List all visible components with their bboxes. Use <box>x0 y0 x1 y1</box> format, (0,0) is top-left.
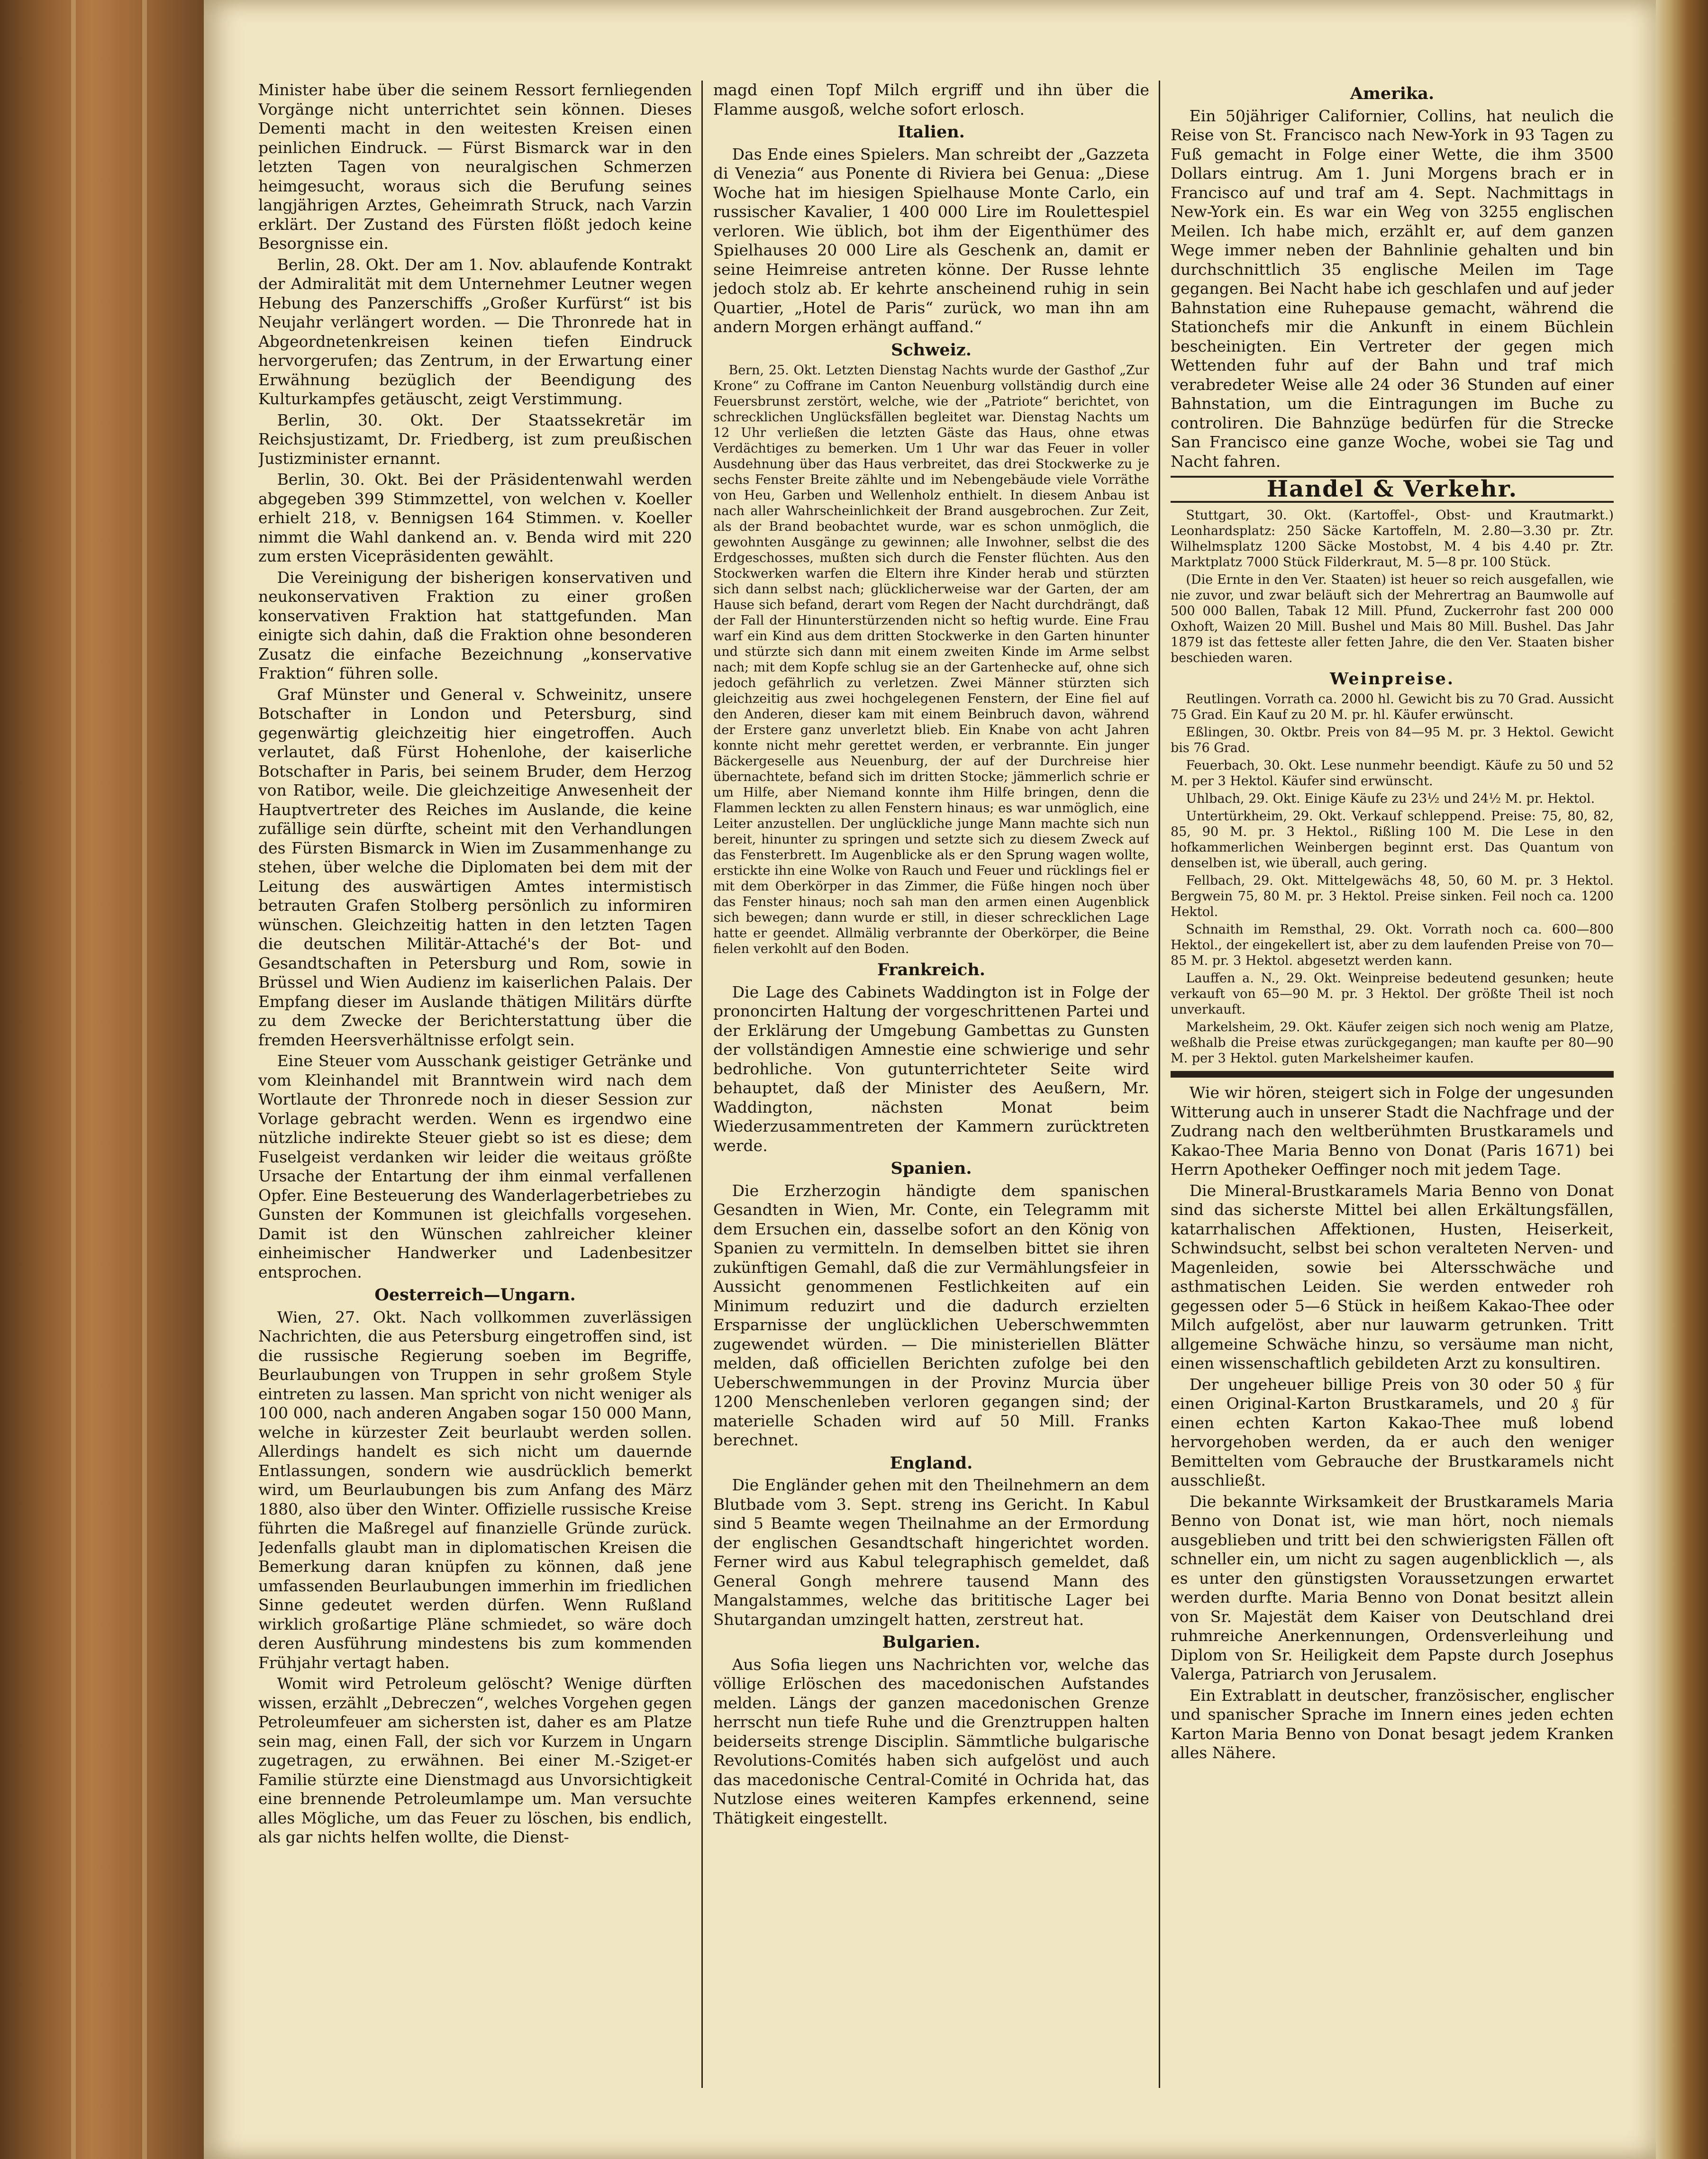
separator-rule <box>1171 1071 1614 1078</box>
article-text: Graf Münster und General v. Schweinitz, unsere Botschafter in London und Petersburg, sind gegenwärtig gleichzeitig hier eingetroffen. Auch verlautet, daß Fürst Hohenlohe, der kaiserliche Botschafter in Paris, bei seinem Bruder, dem Herzog von Ratibor, weile. Die gleichzeitige Anwesenheit der Hauptvertreter des Reiches im Auslande, die keine zufällige sein dürfte, scheint mit den Verhandlungen des Fürsten Bismarck in Wien im Zusammenhange zu stehen, über welche die Diplomaten bei dem mit der Leitung des auswärtigen Amtes intermistisch betrauten Grafen Stolberg persönlich zu informiren wünschen. Gleichzeitig hatten in den letzten Tagen die deutschen Militär-Attaché's der Bot- und Gesandtschaften in Petersburg und Rom, sowie in Brüssel und Wien Audienz im kaiserlichen Palais. Der Empfang dieser im Auslande thätigen Militärs dürfte zu dem Zwecke der Berichterstattung über die fremden Heersverhältnisse erfolgt sein. <box>258 685 692 1049</box>
article-text: Wie wir hören, steigert sich in Folge der ungesunden Witterung auch in unserer Stadt die Nachfrage und der Zudrang nach den weltberühmten Brustkaramels und Kakao-Thee Maria Benno von Donat (Paris 1671) bei Herrn Apotheker Oeffinger noch mit jedem Tage. <box>1171 1083 1614 1179</box>
binding-stripe <box>71 0 76 2159</box>
section-heading: Amerika. <box>1350 84 1435 103</box>
wine-price: Fellbach, 29. Okt. Mittelgewächs 48, 50, 60 M. pr. 3 Hektol. Bergwein 75, 80 M. pr. 3 Hektol. Preise sinken. Feil noch ca. 1200 Hektol. <box>1171 873 1614 919</box>
article-text: Aus Sofia liegen uns Nachrichten vor, welche das völlige Erlöschen des macedonischen Aufstandes melden. Längs der ganzen macedonischen Grenze herrscht nun tiefe Ruhe und die Grenztruppen halten beiderseits strenge Disciplin. Sämmtliche bulgarische Revolutions-Comités haben sich aufgelöst und auch das macedonische Central-Comité in Ochrida hat, das Nutzlose eines weiteren Kampfes erkennend, seine Thätigkeit eingestellt. <box>713 1655 1149 1827</box>
section-heading: Weinpreise. <box>1329 669 1455 689</box>
article-text: Berlin, 30. Okt. Der Staatssekretär im Reichsjustizamt, Dr. Friedberg, ist zum preußischen Justizminister ernannt. <box>258 410 692 468</box>
section-heading: Italien. <box>898 122 965 142</box>
article-text: Eine Steuer vom Ausschank geistiger Getränke und vom Kleinhandel mit Branntwein wird nach dem Wortlaute der Thronrede noch in dieser Session zur Vorlage gebracht werden. Wenn es irgendwo eine nützliche indirekte Steuer giebt so ist es diese; dem Fuselgeist verdanken wir leider die weitaus größte Ursache der Entartung der ihm einmal verfallenen Opfer. Eine Besteuerung des Wanderlagerbetriebes zu Gunsten der Kommunen ist gleichfalls vorgesehen. Damit ist den Wünschen zahlreicher kleiner einheimischer Handwerker und Ladenbesitzer entsprochen. <box>258 1052 692 1281</box>
wine-price: Markelsheim, 29. Okt. Käufer zeigen sich noch wenig am Platze, weßhalb die Preise etwas zurückgegangen; man kaufte per 80—90 M. per 3 Hektol. guten Markelsheimer kaufen. <box>1171 1020 1614 1066</box>
section-heading: Bulgarien. <box>882 1633 981 1652</box>
wine-price: Lauffen a. N., 29. Okt. Weinpreise bedeutend gesunken; heute verkauft von 65—90 M. pr. 3 Hektol. Der größte Theil ist noch unverkauft. <box>1171 971 1614 1017</box>
article-text: Der ungeheuer billige Preis von 30 oder 50 ₰ für einen Original-Karton Brustkaramels, und 20 ₰ für einen echten Karton Kakao-Thee muß lobend hervorgehoben werden, da er auch den weniger Bemittelten vom Gebrauche der Brustkaramels nicht ausschließt. <box>1171 1375 1614 1489</box>
wine-price: Uhlbach, 29. Okt. Einige Käufe zu 23½ und 24½ M. pr. Hektol. <box>1186 791 1595 806</box>
article-text: Womit wird Petroleum gelöscht? Wenige dürften wissen, erzählt „Debreczen“, welches Vorgehen gegen Petroleumfeuer am sichersten ist, daher es am Platze sein mag, einen Fall, der sich vor Kurzem in Ungarn zugetragen, zu erwähnen. Bei einer M.-Sziget-er Familie stürzte eine Dienstmagd aus Unvorsichtigkeit eine brennende Petroleumlampe um. Man versuchte alles Mögliche, um das Feuer zu löschen, bis endlich, als gar nichts helfen wollte, die Dienst- <box>258 1674 692 1846</box>
book-binding <box>0 0 204 2159</box>
column-middle <box>713 81 1149 2088</box>
column-rule <box>1159 81 1160 2088</box>
market-report: Stuttgart, 30. Okt. (Kartoffel-, Obst- und Krautmarkt.) Leonhardsplatz: 250 Säcke Kartoffeln, M. 2.80—3.30 pr. Ztr. Wilhelmsplatz 1200 Säcke Mostobst, M. 4 bis 4.40 pr. Ztr. Marktplatz 7000 Stück Filderkraut, M. 5—8 pr. 100 Stück. <box>1171 508 1614 570</box>
section-heading: Schweiz. <box>891 340 972 360</box>
article-text: Die Engländer gehen mit den Theilnehmern an dem Blutbade vom 3. Sept. streng ins Gericht. In Kabul sind 5 Beamte wegen Theilnahme an der Ermordung der englischen Gesandtschaft hingerichtet worden. Ferner wird aus Kabul telegraphisch gemeldet, daß General Gongh mehrere tausend Mann des Mangalstammes, welche das brititische Lager bei Shutargandan umzingelt hatten, zerstreut hat. <box>713 1476 1149 1629</box>
article-text: Das Ende eines Spielers. Man schreibt der „Gazzeta di Venezia“ aus Ponente di Riviera bei Genua: „Diese Woche hat im hiesigen Spielhause Monte Carlo, ein russischer Kavalier, 1 400 000 Lire im Roulettespiel verloren. Wie üblich, bot ihm der Eigenthümer des Spielhauses 20 000 Lire als Geschenk an, damit er seine Heimreise antreten könne. Der Russe lehnte jedoch stolz ab. Er kehrte anscheinend ruhig in sein Quartier, „Hotel de Paris“ zurück, wo man ihn am andern Morgen erhängt auffand.“ <box>713 145 1149 336</box>
article-text: Die Lage des Cabinets Waddington ist in Folge der prononcirten Haltung der vorgeschrittenen Partei und der Erklärung der Umgebung Gambettas zu Gunsten der vollständigen Amnestie eine schwierige und sehr bedrohliche. Von gutunterrichteter Seite wird behauptet, daß der Minister des Aeußern, Mr. Waddington, nächsten Monat beim Wiederzusammentreten der Kammern zurücktreten werde. <box>713 982 1149 1155</box>
column-left <box>258 81 692 2088</box>
wine-price: Schnaith im Remsthal, 29. Okt. Vorrath noch ca. 600—800 Hektol., der eingekellert ist, aber zu dem laufenden Preise von 70—85 M. pr. 3 Hektol. abgesetzt werden kann. <box>1171 922 1614 968</box>
article-text: Minister habe über die seinem Ressort fernliegenden Vorgänge nicht unterrichtet sein können. Dieses Dementi macht in den weitesten Kreisen einen peinlichen Eindruck. — Fürst Bismarck war in den letzten Tagen von neuralgischen Schmerzen heimgesucht, woraus sich die Berufung seines langjährigen Arztes, Geheimrath Struck, nach Varzin erklärt. Der Zustand des Fürsten flößt jedoch keine Besorgnisse ein. <box>258 81 692 253</box>
wine-price: Reutlingen. Vorrath ca. 2000 hl. Gewicht bis zu 70 Grad. Aussicht 75 Grad. Ein Kauf zu 20 M. pr. hl. Käufer erwünscht. <box>1171 692 1614 722</box>
article-text: Berlin, 28. Okt. Der am 1. Nov. ablaufende Kontrakt der Admiralität mit dem Unternehmer Leutner wegen Hebung des Panzerschiffs „Großer Kurfürst“ ist bis Neujahr verlängert worden. — Die Thronrede hat in Abgeordnetenkreisen keinen tiefen Eindruck hervorgerufen; das Zentrum, in der Erwartung einer Erwähnung bezüglich der Beendigung des Kulturkampfes getäuscht, zeigt Verstimmung. <box>258 255 692 408</box>
column-rule <box>701 81 703 2088</box>
article-text: Bern, 25. Okt. Letzten Dienstag Nachts wurde der Gasthof „Zur Krone“ zu Coffrane im Canton Neuenburg vollständig durch eine Feuersbrunst zerstört, welche, wie der „Patriote“ berichtet, von schrecklichen Unglücksfällen begleitet war. Dienstag Nachts um 12 Uhr verließen die letzten Gäste das Haus, ohne etwas Verdächtiges zu bemerken. Um 1 Uhr war das Feuer in voller Ausdehnung über das Haus verbreitet, das drei Stockwerke zu je sechs Fenster Breite zählte und im Nebengebäude viele Vorräthe von Heu, Garben und Wellenholz enthielt. In diesem Anbau ist nach aller Wahrscheinlichkeit der Brand ausgebrochen. Zur Zeit, als der Brand beobachtet wurde, war es schon unmöglich, die gewohnten Ausgänge zu gewinnen; alle Inwohner, selbst die des Erdgeschosses, mußten sich durch die Fenster flüchten. Aus den Stockwerken warfen die Eltern ihre Kinder herab und stürzten sich dann selbst nach; glücklicherweise war der Garten, der am Hause sich befand, derart vom Regen der Nacht durchdrängt, daß der Fall der Hinunterstürzenden nicht so heftig wurde. Eine Frau warf ein Kind aus dem dritten Stockwerke in den Garten hinunter und stürzte sich dann mit einem zweiten Kinde im Arme selbst nach; mit dem Kopfe schlug sie an der Gartenhecke auf, ohne sich jedoch gefährlich zu verletzen. Zwei Männer stürzten sich gleichzeitig aus zwei hochgelegenen Fenstern, der Eine fiel auf den Anderen, dieser kam mit einem Beinbruch davon, während der Erstere ganz unverletzt blieb. Ein Knabe von acht Jahren konnte nicht mehr gerettet werden, er verbrannte. Ein junger Bäckergeselle aus Neuenburg, der auf der Durchreise hier übernachtete, befand sich im dritten Stocke; jämmerlich schrie er um Hilfe, aber Niemand konnte ihm Hilfe bringen, denn die Flammen leckten zu allen Fenstern hinaus; es war unmöglich, eine Leiter anzustellen. Der unglückliche junge Mann machte sich nun bereit, hinunter zu springen und setzte sich zu diesem Zweck auf das Fensterbrett. Im Augenblicke als er den Sprung wagen wollte, erstickte ihn eine Wolke von Rauch und Feuer und rücklings fiel er mit dem Oberkörper in das Zimmer, die Füße hingen noch über das Fenster hinaus; noch sah man den armen einen Augenblick sich bewegen; dann wurde er still, in dieser schrecklichen Lage hatte er geendet. Allmälig verbrannte der Oberkörper, die Beine fielen verkohlt auf den Boden. <box>713 363 1149 956</box>
article-text: Ein Extrablatt in deutscher, französischer, englischer und spanischer Sprache im Innern eines jeden echten Karton Maria Benno von Donat besagt jedem Kranken alles Nähere. <box>1171 1686 1614 1762</box>
section-heading: Frankreich. <box>877 960 985 980</box>
article-text: Die bekannte Wirksamkeit der Brustkaramels Maria Benno von Donat ist, wie man hört, noch niemals ausgeblieben und tritt bei den schwierigsten Fällen oft schneller ein, um nicht zu sagen augenblicklich —, als es unter den günstigsten Voraussetzungen erwartet werden durfte. Maria Benno von Donat besitzt allein von Sr. Majestät dem Kaiser von Deutschland drei ruhmreiche Anerkennungen, Ordensverleihung und Diplom von Sr. Heiligkeit dem Papste durch Josephus Valerga, Patriarch von Jerusalem. <box>1171 1492 1614 1683</box>
newspaper-page <box>204 0 1656 2159</box>
article-text: Berlin, 30. Okt. Bei der Präsidentenwahl werden abgegeben 399 Stimmzettel, von welchen v. Koeller erhielt 218, v. Bennigsen 164 Stimmen. v. Koeller nimmt die Wahl dankend an. v. Benda wird mit 220 zum ersten Vicepräsidenten gewählt. <box>258 470 692 565</box>
article-text: Die Erzherzogin händigte dem spanischen Gesandten in Wien, Mr. Conte, ein Telegramm mit dem Ersuchen ein, dasselbe sofort an den König von Spanien zu vermitteln. In demselben bittet sie ihren zukünftigen Gemahl, daß die zur Vermählungsfeier in Aussicht genommenen Festlichkeiten auf ein Minimum reduzirt und die dadurch erzielten Ersparnisse der unglücklichen Ueberschwemmten zugewendet würden. — Die ministeriellen Blätter melden, daß officiellen Berichten zufolge bei den Ueberschwemmungen in der Provinz Murcia über 1200 Menschenleben verloren gegangen sind; der materielle Schaden wird auf 50 Mill. Franks berechnet. <box>713 1181 1149 1449</box>
wine-price: Eßlingen, 30. Oktbr. Preis von 84—95 M. pr. 3 Hektol. Gewicht bis 76 Grad. <box>1171 725 1614 755</box>
section-heading: Spanien. <box>890 1159 972 1178</box>
page-edge <box>1656 0 1708 2159</box>
article-text: Wien, 27. Okt. Nach vollkommen zuverlässigen Nachrichten, die aus Petersburg eingetroffen sind, ist die russische Regierung soeben im Begriffe, Beurlaubungen von Truppen in sehr großem Style eintreten zu lassen. Man spricht von nicht weniger als 100 000, nach anderen Angaben sogar 150 000 Mann, welche in kürzester Zeit beurlaubt werden sollen. Allerdings handelt es sich nicht um dauernde Entlassungen, sondern wie ausdrücklich bemerkt wird, um Beurlaubungen bis zum Anfang des März 1880, also über den Winter. Offizielle russische Kreise führten die Maßregel auf finanzielle Gründe zurück. Jedenfalls glaubt man in diplomatischen Kreisen die Bemerkung daran knüpfen zu können, daß jene umfassenden Beurlaubungen immerhin im friedlichen Sinne gedeutet werden dürfen. Wenn Rußland wirklich großartige Pläne schmiedet, so wäre doch deren Ausführung mindestens bis zum kommenden Frühjahr vertagt haben. <box>258 1307 692 1672</box>
article-text: Die Mineral-Brustkaramels Maria Benno von Donat sind das sicherste Mittel bei allen Erkältungsfällen, katarrhalischen Affektionen, Husten, Heiserkeit, Schwindsucht, selbst bei schon veralteten Nerven- und Magenleiden, sowie bei Altersschwäche und asthmatischen Leiden. Sie werden entweder roh gegessen oder 5—6 Stück in heißem Kakao-Thee oder Milch aufgelöst, aber nur lauwarm getrunken. Tritt allgemeine Schwäche hinzu, so versäume man nicht, einen wissenschaftlich gebildeten Arzt zu konsultiren. <box>1171 1181 1614 1372</box>
column-right <box>1171 81 1614 2088</box>
section-heading: England. <box>890 1453 973 1473</box>
section-banner: Handel & Verkehr. <box>1171 476 1614 503</box>
article-text: Ein 50jähriger Californier, Collins, hat neulich die Reise von St. Francisco nach New-York in 93 Tagen zu Fuß gemacht in Folge einer Wette, die ihm 3500 Dollars eintrug. Am 1. Juni Morgens brach er in Francisco auf und traf am 4. Sept. Nachmittags in New-York ein. Es war ein Weg von 3255 englischen Meilen. Ich habe mich, erzählt er, auf dem ganzen Wege immer neben der Bahnlinie gehalten und bin durchschnittlich 35 englische Meilen im Tage gegangen. Bei Nacht habe ich geschlafen und auf jeder Bahnstation eine Ruhepause gemacht, während die Stationchefs mir die Ankunft in einem Büchlein bescheinigten. Ein Vertreter der gegen mich Wettenden fuhr auf der Bahn und traf mich verabredeter Weise alle 24 oder 36 Stunden auf einer Bahnstation, um die Eintragungen im Buche zu controliren. Die Bahnzüge bedürfen für die Strecke San Francisco eine ganze Woche, wobei sie Tag und Nacht fahren. <box>1171 106 1614 471</box>
market-report: (Die Ernte in den Ver. Staaten) ist heuer so reich ausgefallen, wie nie zuvor, und zwar beläuft sich der Mehrertrag an Baumwolle auf 500 000 Ballen, Tabak 12 Mill. Pfund, Zuckerrohr fast 200 000 Oxhoft, Waizen 20 Mill. Bushel und Mais 80 Mill. Bushel. Das Jahr 1879 ist das fetteste aller fetten Jahre, die den Ver. Staaten bisher beschieden waren. <box>1171 572 1614 665</box>
article-text: Die Vereinigung der bisherigen konservativen und neukonservativen Fraktion zu einer großen konservativen Fraktion hat stattgefunden. Man einigte sich dahin, daß die Fraktion ohne besonderen Zusatz die einfache Bezeichnung „konservative Fraktion“ führen solle. <box>258 568 692 682</box>
article-text: magd einen Topf Milch ergriff und ihn über die Flamme ausgoß, welche sofort erlosch. <box>713 81 1149 118</box>
section-heading: Oesterreich—Ungarn. <box>374 1285 576 1305</box>
wine-price: Untertürkheim, 29. Okt. Verkauf schleppend. Preise: 75, 80, 82, 85, 90 M. pr. 3 Hektol., Rißling 100 M. Die Lese in den hofkammerlichen Weinbergen beginnt erst. Das Quantum von denselben ist, wie überall, auch gering. <box>1171 809 1614 871</box>
wine-price: Feuerbach, 30. Okt. Lese nunmehr beendigt. Käufe zu 50 und 52 M. per 3 Hektol. Käufer sind erwünscht. <box>1171 758 1614 789</box>
binding-stripe <box>142 0 147 2159</box>
